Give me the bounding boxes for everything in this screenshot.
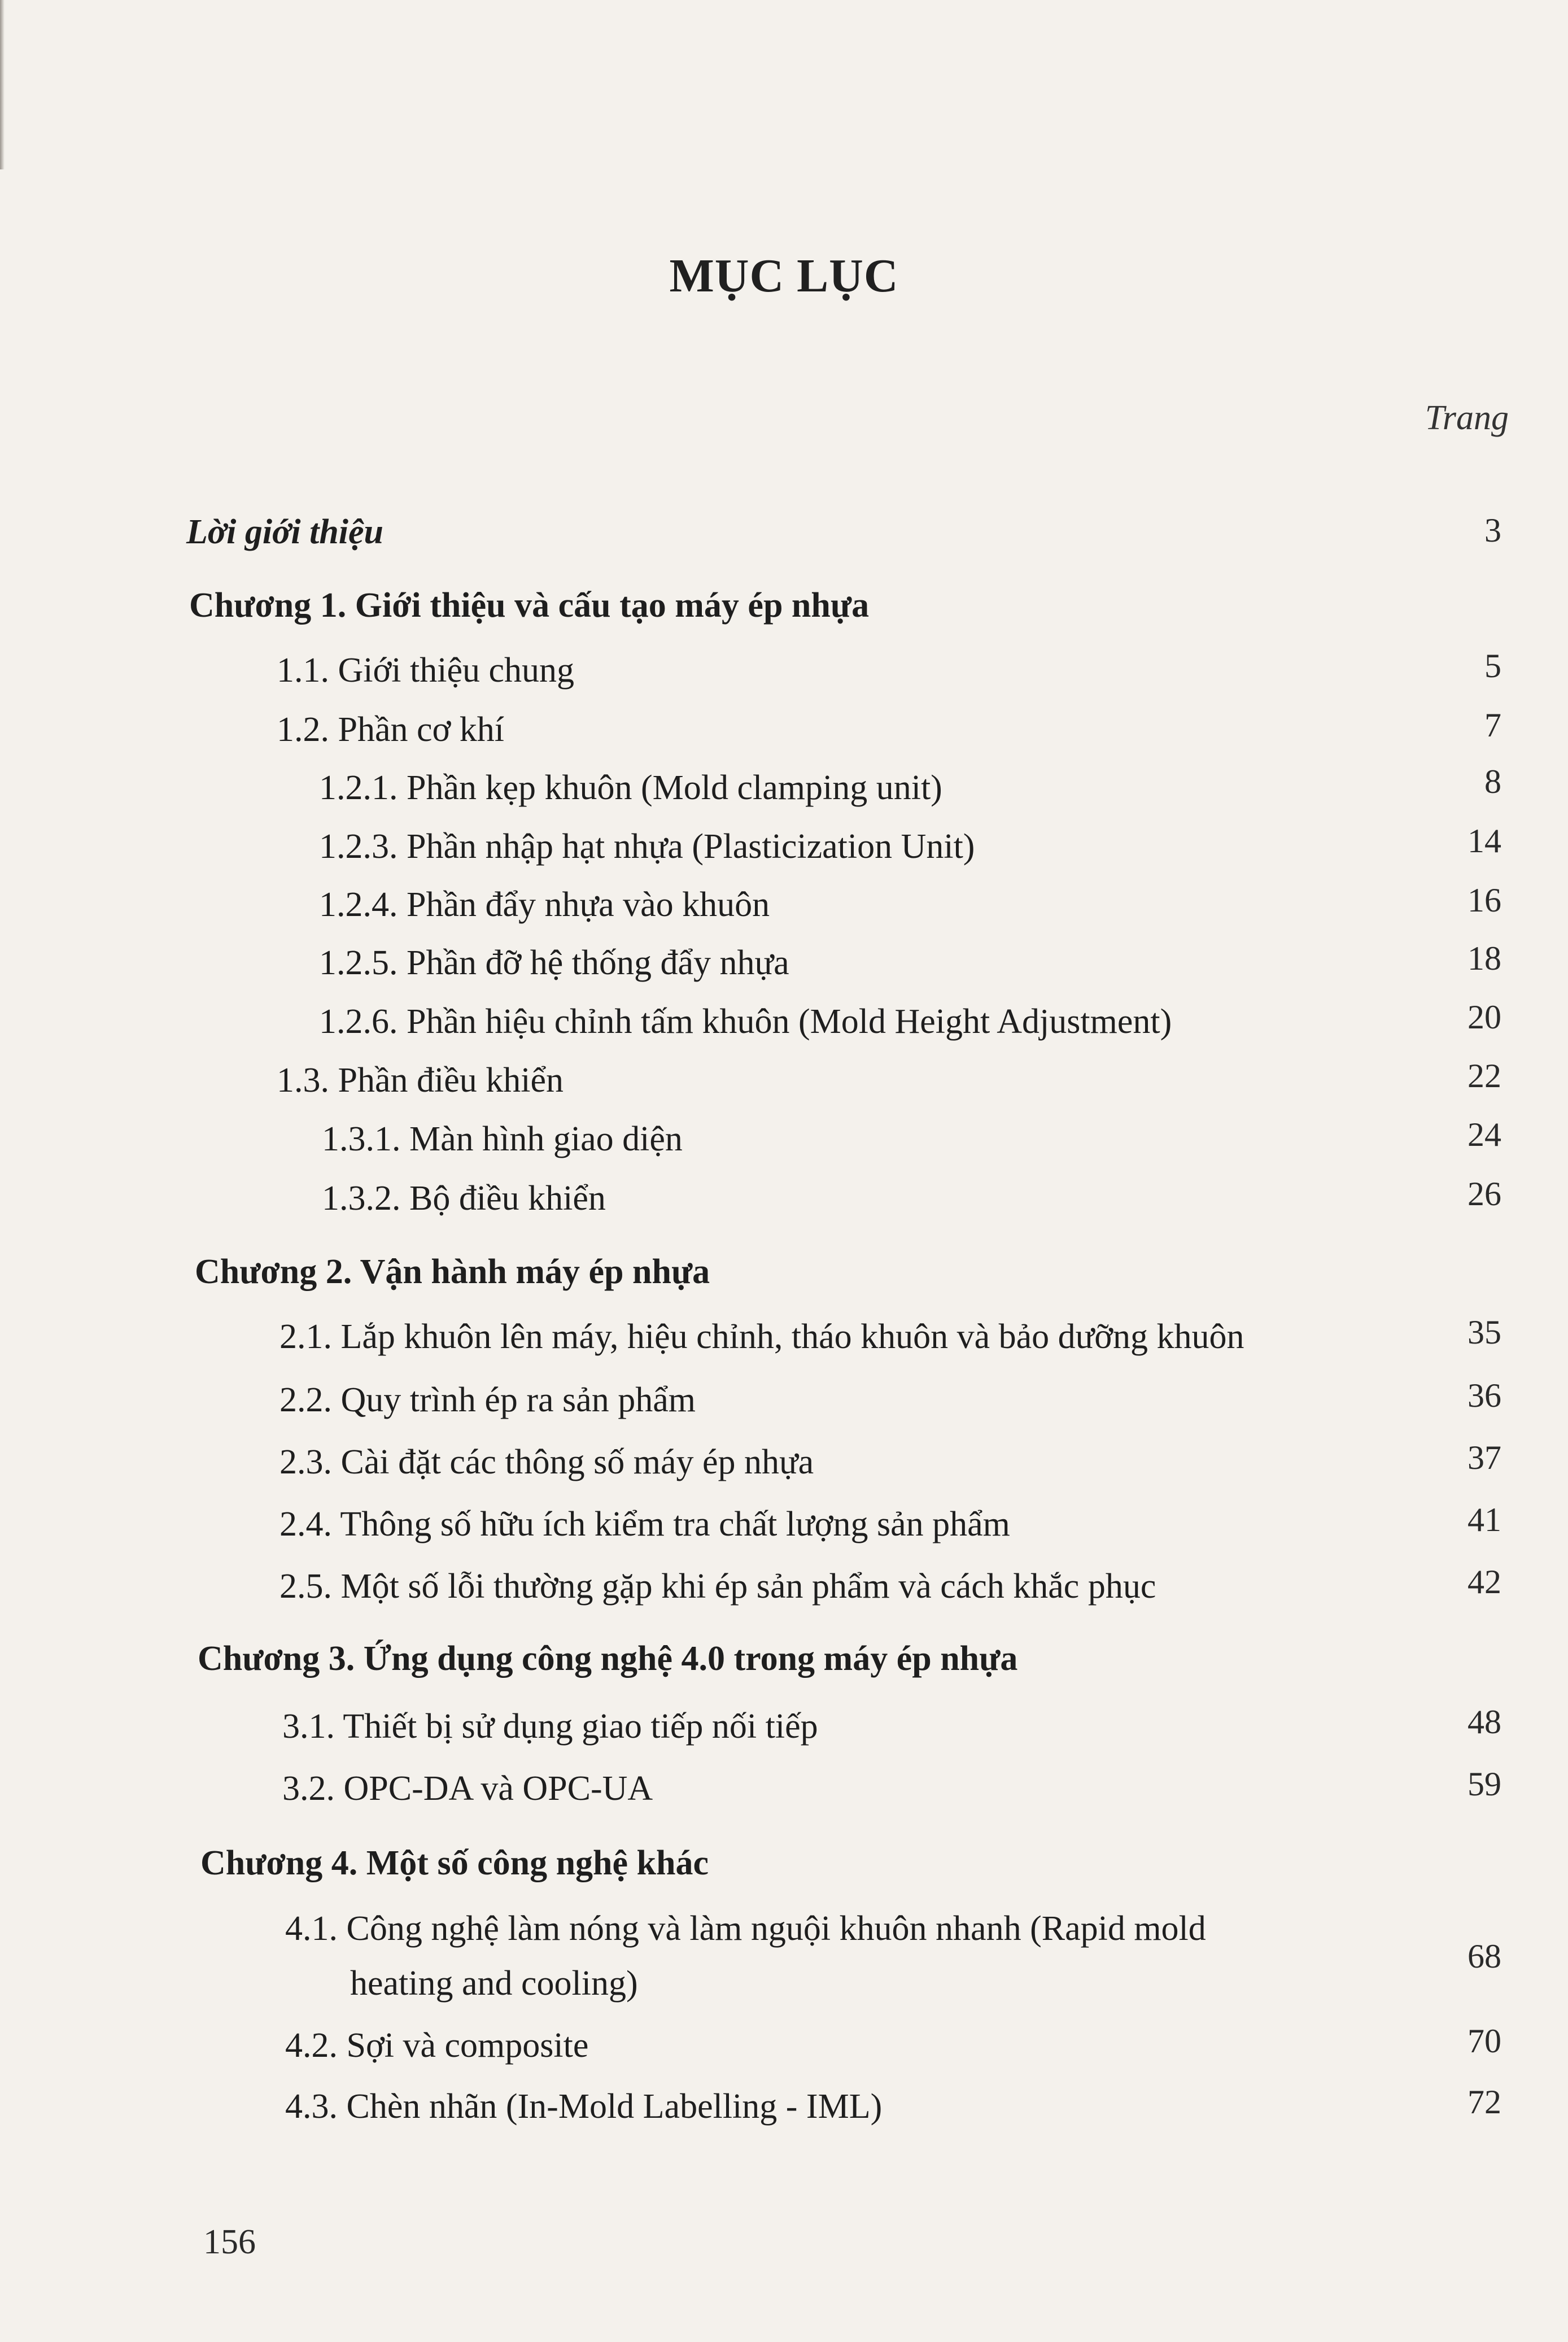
toc-page-number: 18 <box>1467 940 1501 977</box>
toc-page-number: 26 <box>1467 1175 1501 1213</box>
toc-entry-label: 1.2.4. Phần đẩy nhựa vào khuôn <box>319 886 770 924</box>
toc-entry-label: 1.1. Giới thiệu chung <box>277 651 574 690</box>
page-title: MỤC LỤC <box>669 250 899 302</box>
toc-chapter-4[interactable] <box>200 1842 709 1884</box>
toc-entry-1-2-5[interactable] <box>319 942 789 984</box>
page-column-header: Trang <box>1425 399 1509 437</box>
toc-entry-label: heating and cooling) <box>350 1964 638 2003</box>
toc-page-number: 8 <box>1484 763 1501 800</box>
toc-chapter-2[interactable] <box>195 1251 710 1293</box>
toc-entry-1-2[interactable] <box>277 709 504 751</box>
toc-entry-4-2[interactable] <box>285 2025 588 2066</box>
toc-page-number: 20 <box>1467 998 1501 1036</box>
toc-entry-label: 1.3.2. Bộ điều khiển <box>322 1179 606 1218</box>
toc-entry-label: Chương 1. Giới thiệu và cấu tạo máy ép nhựa <box>189 586 870 625</box>
toc-entry-label: 1.2. Phần cơ khí <box>277 710 505 749</box>
toc-entry-4-3[interactable] <box>285 2086 882 2127</box>
toc-chapter-1[interactable] <box>189 585 869 626</box>
toc-page-number: 42 <box>1467 1563 1501 1600</box>
toc-page-number: 16 <box>1467 882 1501 919</box>
toc-entry-label: 1.2.1. Phần kẹp khuôn (Mold clamping unit) <box>319 769 942 807</box>
toc-page-number: 41 <box>1467 1501 1501 1538</box>
toc-entry-1-3[interactable] <box>277 1059 564 1101</box>
toc-entry-label: Lời giới thiệu <box>186 513 384 551</box>
page-number-footer: 156 <box>203 2223 256 2261</box>
toc-entry-2-3[interactable] <box>279 1441 814 1483</box>
toc-page-number: 59 <box>1467 1765 1501 1803</box>
toc-entry-label: Chương 3. Ứng dụng công nghệ 4.0 trong máy ép nhựa <box>198 1639 1018 1678</box>
toc-entry-label: 1.3. Phần điều khiển <box>277 1061 564 1100</box>
toc-entry-label: 2.2. Quy trình ép ra sản phẩm <box>279 1381 696 1419</box>
toc-entry-2-4[interactable] <box>279 1503 1010 1545</box>
toc-entry-1-2-4[interactable] <box>319 884 770 926</box>
toc-page-number: 22 <box>1467 1057 1501 1094</box>
toc-entry-label: 3.2. OPC-DA và OPC-UA <box>282 1769 653 1808</box>
toc-entry-1-3-1[interactable] <box>322 1118 683 1160</box>
toc-entry-4-1[interactable] <box>285 1908 1206 1950</box>
toc-page-number: 36 <box>1467 1377 1501 1414</box>
toc-entry-label: Chương 2. Vận hành máy ép nhựa <box>195 1253 710 1291</box>
toc-entry-label: 1.2.5. Phần đỡ hệ thống đẩy nhựa <box>319 944 789 982</box>
page-edge-shadow <box>0 0 5 169</box>
toc-page-number: 24 <box>1467 1116 1501 1153</box>
toc-entry-label: 3.1. Thiết bị sử dụng giao tiếp nối tiếp <box>282 1707 818 1746</box>
toc-entry-1-2-1[interactable] <box>319 767 942 809</box>
toc-page-number: 68 <box>1467 1938 1501 1975</box>
toc-page-number: 7 <box>1484 706 1501 744</box>
toc-entry-label: 2.5. Một số lỗi thường gặp khi ép sản phẩm và cách khắc phục <box>279 1567 1156 1606</box>
toc-entry-intro[interactable] <box>186 511 383 553</box>
toc-page-number: 35 <box>1467 1314 1501 1351</box>
toc-page-number: 14 <box>1467 822 1501 860</box>
toc-page-number: 48 <box>1467 1703 1501 1741</box>
toc-entry-1-3-2[interactable] <box>322 1177 606 1219</box>
toc-entry-4-1-cont[interactable] <box>350 1962 638 2004</box>
toc-entry-label: 4.3. Chèn nhãn (In-Mold Labelling - IML) <box>285 2087 883 2126</box>
toc-page-number: 37 <box>1467 1439 1501 1476</box>
toc-entry-label: Chương 4. Một số công nghệ khác <box>200 1844 709 1882</box>
toc-entry-label: 1.2.6. Phần hiệu chỉnh tấm khuôn (Mold Height Adjustment) <box>319 1002 1172 1041</box>
toc-entry-3-1[interactable] <box>282 1706 818 1747</box>
toc-entry-2-5[interactable] <box>279 1565 1156 1607</box>
toc-entry-label: 2.3. Cài đặt các thông số máy ép nhựa <box>279 1443 814 1481</box>
toc-entry-1-2-6[interactable] <box>319 1001 1172 1043</box>
toc-entry-1-1[interactable] <box>277 649 574 691</box>
toc-page-number: 72 <box>1467 2083 1501 2121</box>
toc-page-number: 70 <box>1467 2022 1501 2060</box>
toc-entry-1-2-3[interactable] <box>319 826 975 867</box>
toc-entry-label: 2.1. Lắp khuôn lên máy, hiệu chỉnh, tháo khuôn và bảo dưỡng khuôn <box>279 1318 1244 1356</box>
toc-entry-label: 1.2.3. Phần nhập hạt nhựa (Plasticization Unit) <box>319 827 975 866</box>
toc-page-number: 3 <box>1484 512 1501 549</box>
toc-chapter-3[interactable] <box>198 1638 1017 1680</box>
toc-entry-label: 4.1. Công nghệ làm nóng và làm nguội khuôn nhanh (Rapid mold <box>285 1909 1206 1948</box>
toc-entry-label: 1.3.1. Màn hình giao diện <box>322 1120 683 1158</box>
toc-entry-label: 2.4. Thông số hữu ích kiểm tra chất lượng sản phẩm <box>279 1505 1010 1543</box>
toc-entry-label: 4.2. Sợi và composite <box>285 2026 589 2065</box>
toc-entry-2-2[interactable] <box>279 1379 696 1421</box>
toc-page-number: 5 <box>1484 647 1501 684</box>
toc-entry-2-1[interactable] <box>279 1316 1244 1358</box>
toc-entry-3-2[interactable] <box>282 1768 653 1809</box>
